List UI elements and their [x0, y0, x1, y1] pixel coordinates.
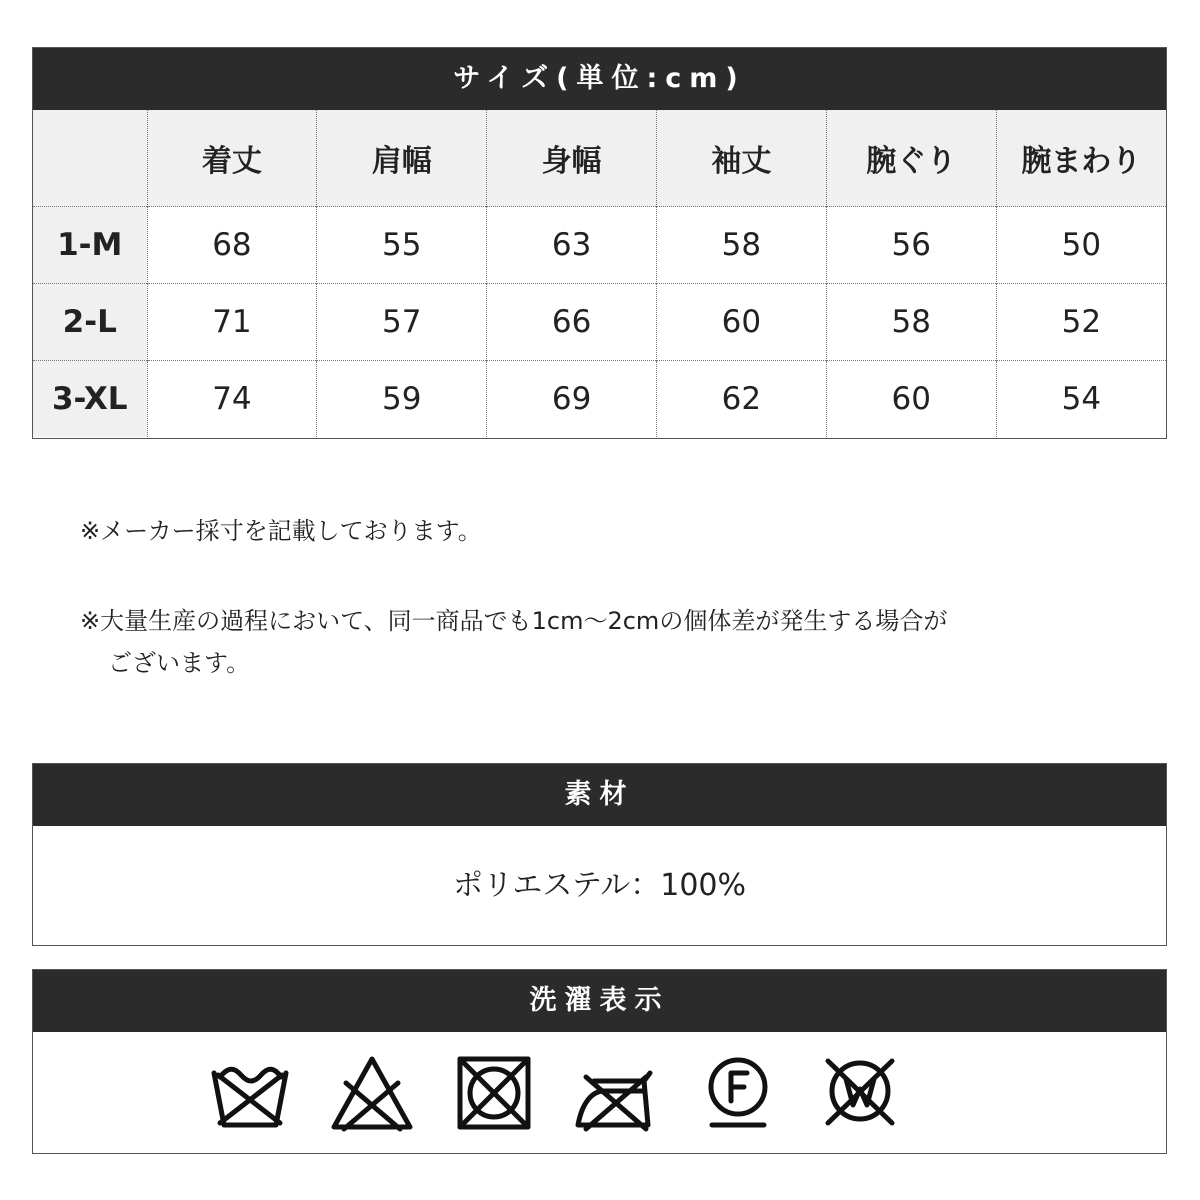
- care-panel: [32, 969, 1167, 1154]
- table-cell: 57: [317, 284, 487, 361]
- column-header: 腕まわり: [996, 110, 1166, 207]
- table-header-row: [33, 110, 1166, 207]
- no-iron-icon: [574, 1051, 658, 1135]
- no-bleach-icon: [330, 1051, 414, 1135]
- column-header: 着丈: [147, 110, 317, 207]
- table-cell: 52: [996, 284, 1166, 361]
- table-cell: 66: [487, 284, 657, 361]
- table-cell: 68: [147, 207, 317, 284]
- note-measurement: ※メーカー採寸を記載しております。: [80, 517, 482, 545]
- note-variation-line1: ※大量生産の過程において、同一商品でも1cm〜2cmの個体差が発生する場合が: [80, 607, 948, 635]
- notes-section: [80, 510, 1120, 684]
- size-label: 2-L: [33, 284, 147, 361]
- material-section-title: 素材: [33, 764, 1166, 826]
- table-cell: 58: [656, 207, 826, 284]
- column-header: 袖丈: [656, 110, 826, 207]
- care-icons-row: [33, 1032, 1166, 1153]
- column-header: 身幅: [487, 110, 657, 207]
- size-table-panel: [32, 47, 1167, 439]
- table-cell: 59: [317, 361, 487, 438]
- table-cell: 62: [656, 361, 826, 438]
- table-row: [33, 361, 1166, 438]
- table-row: [33, 207, 1166, 284]
- table-cell: 58: [826, 284, 996, 361]
- size-label: 1-M: [33, 207, 147, 284]
- note-variation: [80, 600, 1120, 684]
- table-cell: 55: [317, 207, 487, 284]
- no-tumble-dry-icon: [452, 1051, 536, 1135]
- table-cell: 56: [826, 207, 996, 284]
- table-corner-cell: [33, 110, 147, 207]
- material-content: ポリエステル：100%: [452, 868, 747, 903]
- table-cell: 50: [996, 207, 1166, 284]
- table-cell: 69: [487, 361, 657, 438]
- note-variation-line2: ございます。: [108, 649, 251, 677]
- table-cell: 63: [487, 207, 657, 284]
- dry-clean-f-icon: [696, 1051, 780, 1135]
- size-section-title: サイズ(単位:cm): [33, 48, 1166, 110]
- table-row: [33, 284, 1166, 361]
- no-wet-clean-icon: [818, 1051, 902, 1135]
- care-section-title: 洗濯表示: [33, 970, 1166, 1032]
- column-header: 肩幅: [317, 110, 487, 207]
- table-cell: 60: [656, 284, 826, 361]
- column-header: 腕ぐり: [826, 110, 996, 207]
- size-table: [33, 110, 1166, 437]
- size-label: 3-XL: [33, 361, 147, 438]
- table-cell: 74: [147, 361, 317, 438]
- material-panel: [32, 763, 1167, 946]
- table-cell: 54: [996, 361, 1166, 438]
- table-cell: 71: [147, 284, 317, 361]
- no-wash-icon: [208, 1051, 292, 1135]
- table-cell: 60: [826, 361, 996, 438]
